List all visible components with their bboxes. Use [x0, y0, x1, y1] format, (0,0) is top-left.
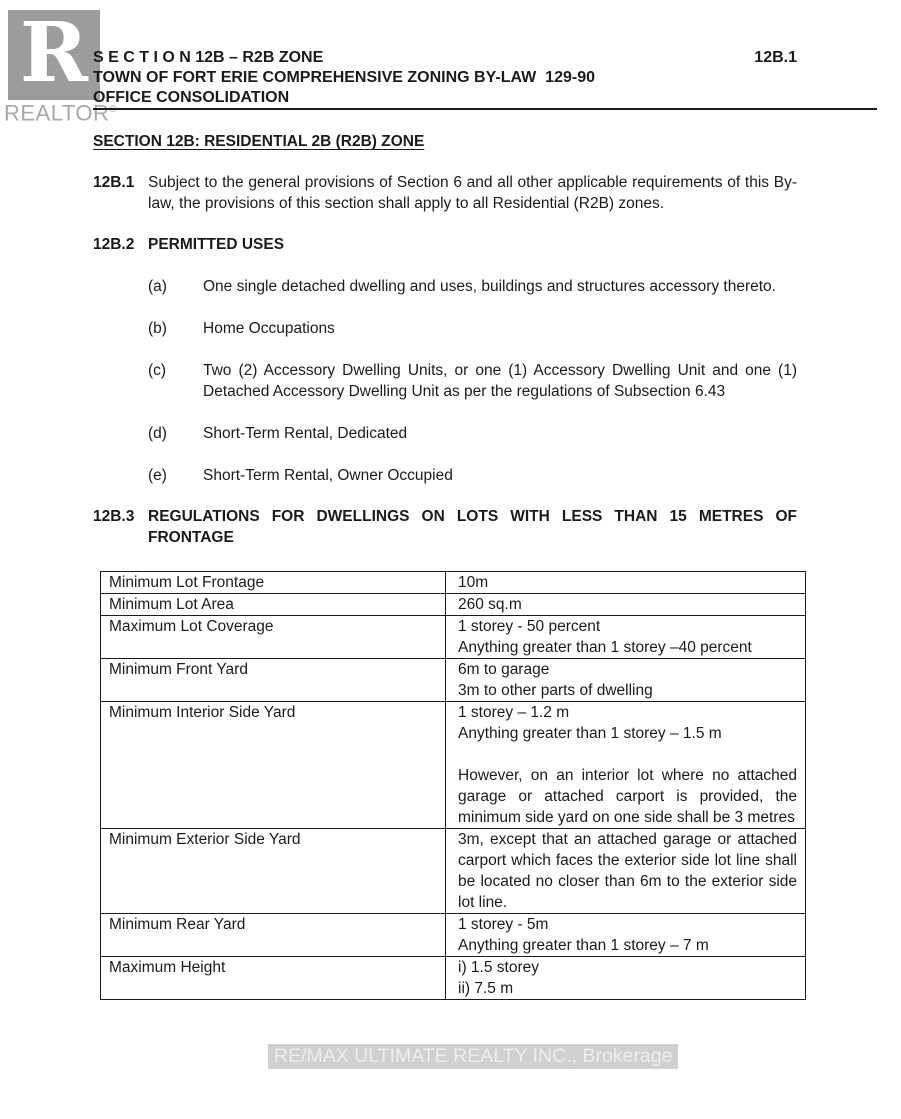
- regulation-name: Minimum Rear Yard: [101, 914, 446, 957]
- regulation-value-line: 3m, except that an attached garage or attached carport which faces the exterior side lot line shall be located no closer than 6m to the exterior side lot line.: [458, 831, 797, 911]
- regulation-value-line: Anything greater than 1 storey – 1.5 m: [458, 725, 722, 742]
- regulation-name: Minimum Lot Frontage: [101, 572, 446, 594]
- permitted-use-text: Short-Term Rental, Dedicated: [203, 425, 408, 442]
- regulation-value: [446, 594, 806, 616]
- regulation-value-line: [458, 744, 797, 765]
- regulations-heading-text: REGULATIONS FOR DWELLINGS ON LOTS WITH LESS THAN 15 METRES OF FRONTAGE: [148, 508, 797, 546]
- section-title: SECTION 12B: RESIDENTIAL 2B (R2B) ZONE: [93, 133, 425, 150]
- permitted-use-label: (a): [148, 278, 167, 295]
- clause-number: 12B.1: [93, 174, 135, 191]
- regulation-value: [446, 659, 806, 702]
- realtor-logo-text: REALTOR: [4, 100, 110, 126]
- permitted-use-text: Short-Term Rental, Owner Occupied: [203, 467, 453, 484]
- regulation-value-line: i) 1.5 storey: [458, 959, 539, 976]
- document-header: [93, 48, 797, 108]
- permitted-uses-list: [148, 276, 797, 486]
- regulation-value: [446, 957, 806, 1000]
- clause-text: Subject to the general provisions of Section 6 and all other applicable requirements of this By-law, the provisions of this section shall apply to all Residential (R2B) zones.: [148, 174, 797, 212]
- regulation-value: [446, 616, 806, 659]
- header-section-line: S E C T I O N 12B – R2B ZONE: [93, 49, 324, 66]
- permitted-use-item: [148, 318, 797, 339]
- regulation-row: [101, 659, 806, 702]
- permitted-use-text: Home Occupations: [203, 320, 335, 337]
- permitted-use-label: (b): [148, 320, 167, 337]
- regulation-row: [101, 957, 806, 1000]
- regulation-row: [101, 616, 806, 659]
- clause-number: 12B.3: [93, 508, 135, 525]
- permitted-use-text: One single detached dwelling and uses, buildings and structures accessory thereto.: [203, 278, 776, 295]
- regulation-value: [446, 829, 806, 914]
- permitted-use-label: (c): [148, 362, 167, 379]
- regulation-row: [101, 914, 806, 957]
- page-number: 12B.1: [754, 49, 797, 66]
- regulation-row: [101, 572, 806, 594]
- permitted-use-item: [148, 360, 797, 402]
- regulation-value-line: 10m: [458, 574, 489, 591]
- brokerage-watermark: RE/MAX ULTIMATE REALTY INC., Brokerage: [268, 1044, 678, 1069]
- regulations-table: [100, 571, 806, 1000]
- regulation-name: Minimum Front Yard: [101, 659, 446, 702]
- permitted-uses-heading-text: PERMITTED USES: [148, 236, 285, 253]
- header-title-block: [93, 48, 595, 108]
- regulation-value-line: Anything greater than 1 storey –40 percent: [458, 639, 752, 656]
- registered-trademark-icon: ®: [109, 104, 118, 115]
- permitted-use-text: Two (2) Accessory Dwelling Units, or one (1) Accessory Dwelling Unit and one (1) Detached Accessory Dwelling Unit as per the regulations of Subsection 6.43: [203, 362, 797, 400]
- regulation-name: Minimum Lot Area: [101, 594, 446, 616]
- clause-12b1: [93, 172, 797, 214]
- regulation-value-line: 1 storey - 5m: [458, 916, 549, 933]
- permitted-uses-heading: [93, 234, 797, 255]
- regulation-name: Maximum Height: [101, 957, 446, 1000]
- permitted-use-item: [148, 276, 797, 297]
- regulation-row: [101, 594, 806, 616]
- header-consolidation-line: OFFICE CONSOLIDATION: [93, 89, 290, 106]
- regulation-name: Minimum Interior Side Yard: [101, 702, 446, 829]
- regulations-heading: [93, 506, 797, 548]
- clause-number: 12B.2: [93, 236, 135, 253]
- permitted-use-label: (e): [148, 467, 167, 484]
- header-town-line: TOWN OF FORT ERIE COMPREHENSIVE ZONING BY-LAW 129-90: [93, 69, 595, 86]
- regulations-table-body: [101, 572, 806, 1000]
- regulation-value: [446, 572, 806, 594]
- realtor-r-icon: R: [19, 5, 89, 101]
- regulation-row: [101, 829, 806, 914]
- permitted-use-item: [148, 423, 797, 444]
- regulation-value: [446, 702, 806, 829]
- regulation-value-line: 1 storey - 50 percent: [458, 618, 601, 635]
- regulation-value-line: 260 sq.m: [458, 596, 522, 613]
- regulation-value-line: Anything greater than 1 storey – 7 m: [458, 937, 709, 954]
- permitted-use-item: [148, 465, 797, 486]
- regulation-row: [101, 702, 806, 829]
- regulation-value: [446, 914, 806, 957]
- regulation-value-line: However, on an interior lot where no attached garage or attached carport is provided, the minimum side yard on one side shall be 3 metres: [458, 767, 797, 826]
- regulation-name: Minimum Exterior Side Yard: [101, 829, 446, 914]
- regulation-value-line: ii) 7.5 m: [458, 980, 514, 997]
- regulation-value-line: 1 storey – 1.2 m: [458, 704, 570, 721]
- regulation-value-line: 3m to other parts of dwelling: [458, 682, 653, 699]
- regulation-value-line: 6m to garage: [458, 661, 550, 678]
- regulation-name: Maximum Lot Coverage: [101, 616, 446, 659]
- permitted-use-label: (d): [148, 425, 167, 442]
